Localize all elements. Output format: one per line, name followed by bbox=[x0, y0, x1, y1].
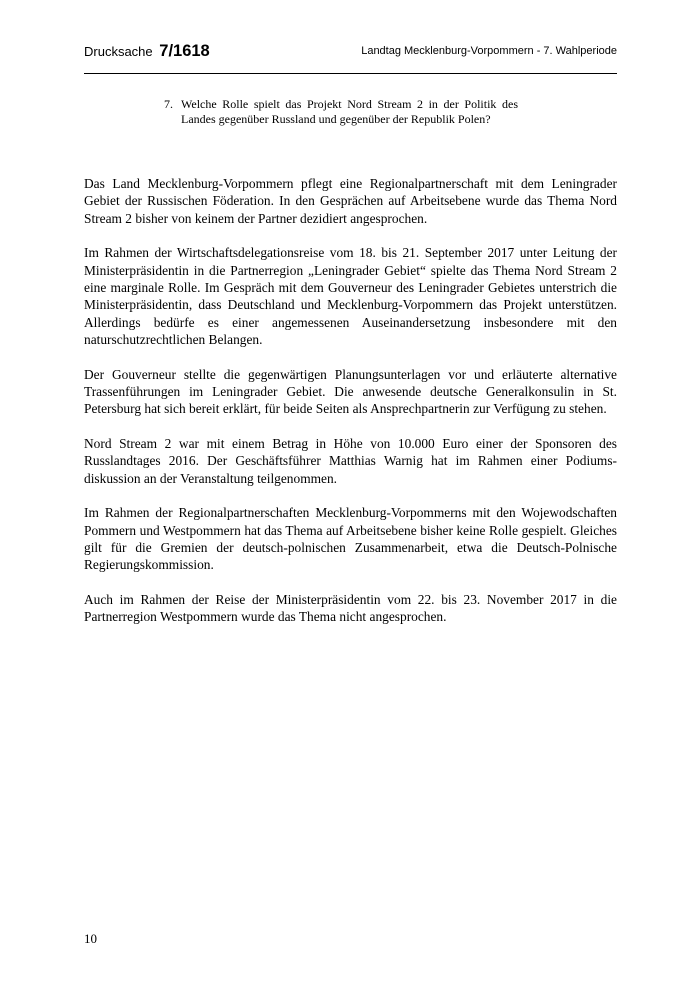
question-text: Welche Rolle spielt das Projekt Nord Stream 2 in der Politik des Landes gegenüber Russland und gegenüber der Republik Polen? bbox=[181, 97, 518, 126]
doc-number: 7/1618 bbox=[159, 42, 210, 60]
question-block bbox=[164, 97, 518, 127]
parliament-label: Landtag Mecklenburg-Vorpommern - 7. Wahlperiode bbox=[361, 45, 617, 57]
answer-paragraph-1: Das Land Mecklenburg-Vorpommern pflegt eine Regionalpartnerschaft mit dem Leningrader Gebiet der Russischen Föderation. In den Gesprächen auf Arbeitsebene wurde das Thema Nord Stream 2 bisher von keinem der Partner dezidiert angesprochen. bbox=[84, 176, 617, 226]
page-number: 10 bbox=[84, 931, 97, 946]
answer-paragraph-5: Im Rahmen der Regionalpartnerschaften Mecklenburg-Vorpommerns mit den Wojewodschaften Pommern und Westpommern hat das Thema auf Arbeitsebene bisher keine Rolle gespielt. Gleiches gilt für die Gremien der deutsch-polnischen Zusammenarbeit, etwa die Deutsch-Polnische Regierungskommission. bbox=[84, 505, 617, 573]
answer-paragraph-2: Im Rahmen der Wirtschaftsdelegationsreise vom 18. bis 21. September 2017 unter Leitung der Ministerpräsidentin in die Partnerregion „Leningrader Gebiet“ spielte das Thema Nord Stream 2 eine marginale Rolle. Im Gespräch mit dem Gouverneur des Leningrader Gebietes unterstrich die Ministerpräsidentin, dass Deutschland und Mecklenburg-Vorpommern das Projekt unterstützen. Allerdings bedürfe es einer angemessenen Auseinandersetzung insbesondere mit den naturschutzrechtlichen Belangen. bbox=[84, 245, 617, 348]
answer-body bbox=[84, 175, 617, 643]
answer-paragraph-6: Auch im Rahmen der Reise der Ministerpräsidentin vom 22. bis 23. November 2017 in die Partnerregion Westpommern wurde das Thema nicht angesprochen. bbox=[84, 591, 617, 625]
doc-label: Drucksache bbox=[84, 44, 153, 59]
question-number: 7. bbox=[164, 97, 173, 111]
answer-paragraph-3: Der Gouverneur stellte die gegenwärtigen Planungsunterlagen vor und erläuterte alternative Trassenführungen im Leningrader Gebiet. Die anwesende deutsche Generalkonsulin in St. Petersburg hat sich bereit erklärt, für beide Seiten als Ansprechpartnerin zur Verfügung zu stehen. bbox=[84, 366, 617, 417]
page-header bbox=[84, 41, 617, 74]
document-reference bbox=[84, 42, 210, 61]
answer-paragraph-4: Nord Stream 2 war mit einem Betrag in Höhe von 10.000 Euro einer der Sponsoren des Russlandtages 2016. Der Geschäftsführer Matthias Warnig hat im Rahmen einer Podiumsdiskussion an der Veranstaltung teilgenommen. bbox=[84, 435, 617, 486]
